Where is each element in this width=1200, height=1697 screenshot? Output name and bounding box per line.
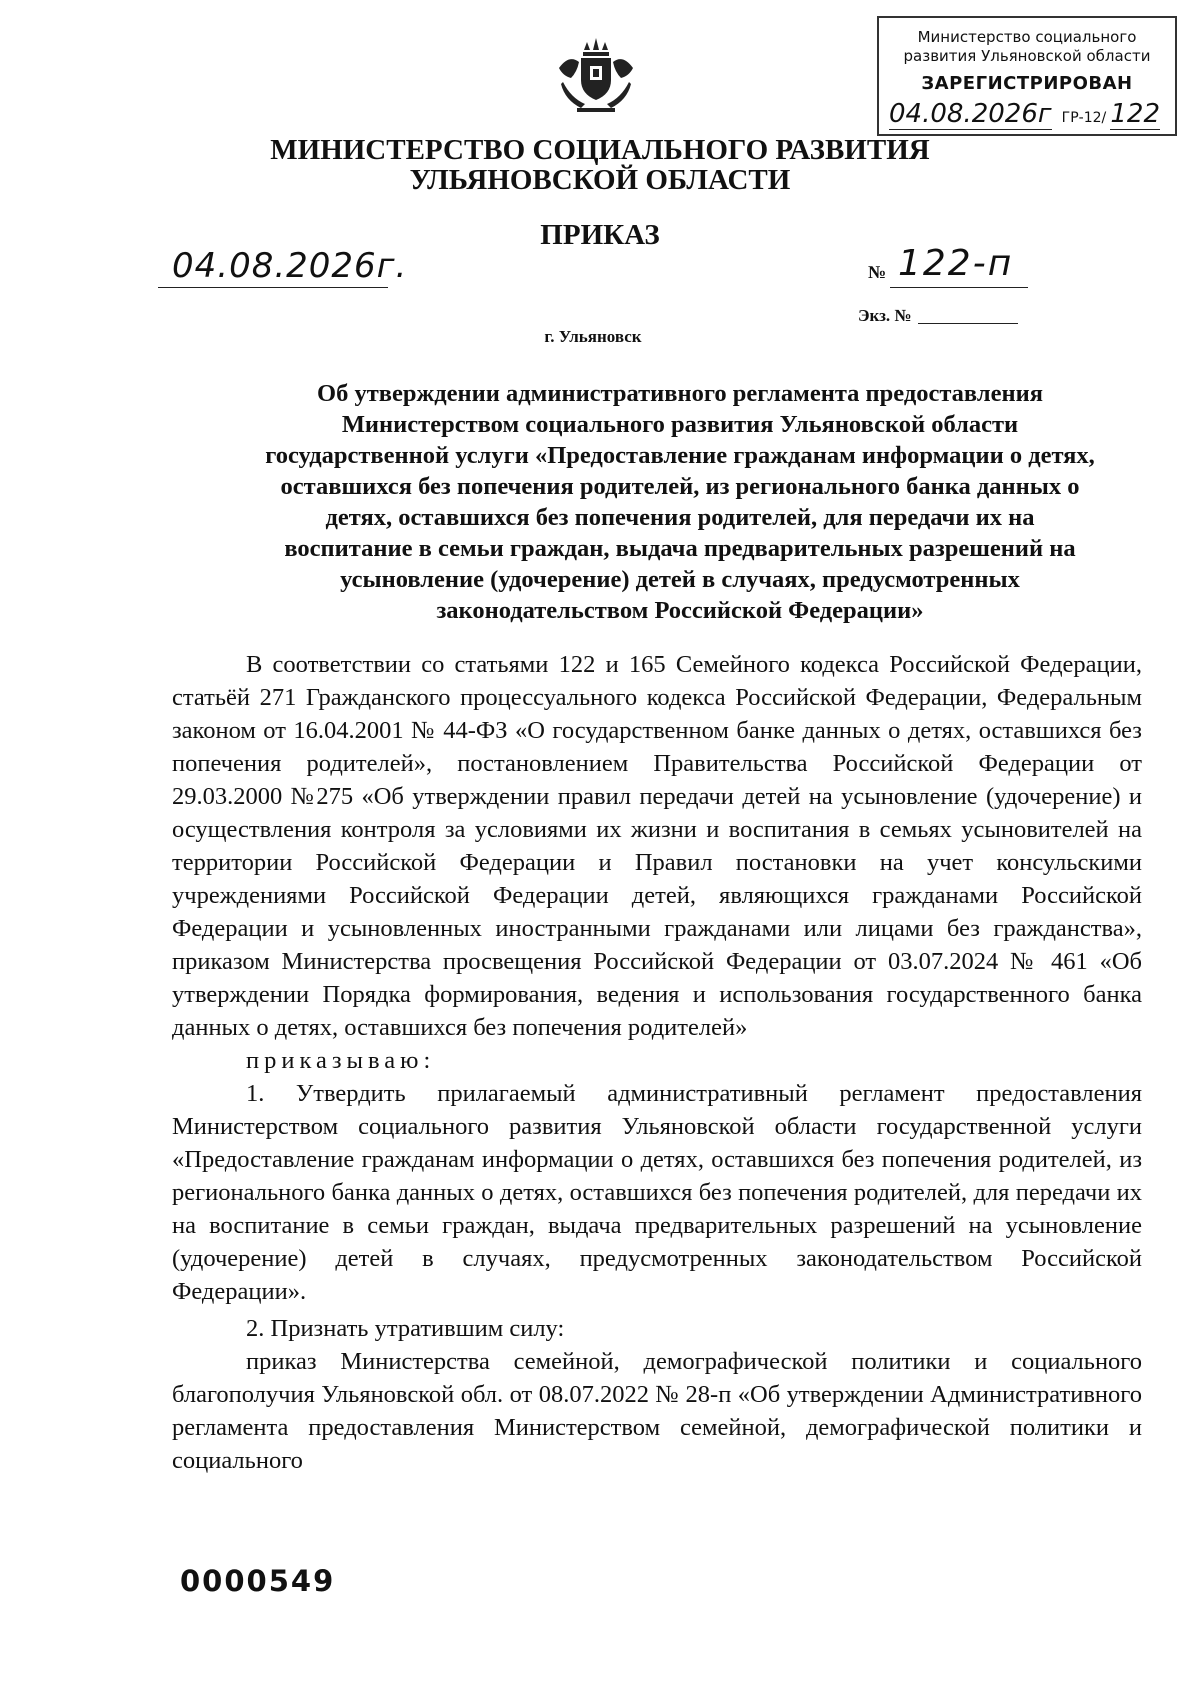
item-2-heading: 2. Признать утратившим силу: [246, 1315, 565, 1342]
title-line: государственной услуги «Предоставление гражданам информации о детях, [265, 442, 1095, 469]
title-line: Об утверждении административного регламента предоставления [317, 380, 1043, 407]
stamp-ministry-line1: Министерство социального [917, 28, 1137, 46]
title-line: воспитание в семьи граждан, выдача предварительных разрешений на [284, 535, 1076, 562]
title-line: усыновление (удочерение) детей в случаях, предусмотренных [340, 566, 1020, 593]
document-serial-number: 0000549 [180, 1564, 336, 1598]
stamp-reg-prefix: ГР-12/ [1061, 110, 1107, 126]
order-date: 04.08.2026г. [172, 246, 408, 286]
item-2-paragraph: приказ Министерства семейной, демографической политики и социального благополучия Ульяновской обл. от 08.07.2022 № 28-п «Об утверждении Административного регламента предоставления Министерством семейной, демографической политики и социального [172, 1348, 1142, 1474]
city-label: г. Ульяновск [544, 327, 642, 346]
stamp-registration-line [879, 99, 1175, 129]
ministry-title-line1: МИНИСТЕРСТВО СОЦИАЛЬНОГО РАЗВИТИЯ [270, 134, 930, 166]
order-body [172, 648, 1142, 1477]
item-1-paragraph: 1. Утвердить прилагаемый административный регламент предоставления Министерством социального развития Ульяновской области государственной услуги «Предоставление гражданам информации о детях, оставшихся без попечения родителей, из регионального банка данных о детях, оставшихся без попечения родителей, для передачи их на воспитание в семьи граждан, выдача предварительных разрешений на усыновление (удочерение) детей в случаях, предусмотренных законодательством Российской Федерации». [172, 1080, 1142, 1305]
coat-of-arms-emblem [553, 38, 639, 116]
title-line: законодательством Российской Федерации» [436, 597, 924, 624]
document-type-heading: ПРИКАЗ [540, 219, 660, 251]
order-directive-word: приказываю: [246, 1047, 436, 1074]
copy-number-label: Экз. № [858, 306, 912, 325]
stamp-ministry-line2: развития Ульяновской области [903, 47, 1151, 65]
stamp-date: 04.08.2026г [889, 99, 1052, 129]
ministry-title-line2: УЛЬЯНОВСКОЙ ОБЛАСТИ [409, 164, 791, 196]
title-line: детях, оставшихся без попечения родителей, для передачи их на [325, 504, 1035, 531]
stamp-status: ЗАРЕГИСТРИРОВАН [921, 73, 1133, 94]
registration-stamp [877, 16, 1177, 136]
date-underline [158, 287, 388, 288]
number-underline [890, 287, 1028, 288]
copy-number-line [918, 323, 1018, 324]
preamble-paragraph: В соответствии со статьями 122 и 165 Семейного кодекса Российской Федерации, статьёй 271 Гражданского процессуального кодекса Российской Федерации, Федеральным законом от 16.04.2001 № 44-ФЗ «О государственном банке данных о детях, оставшихся без попечения родителей», постановлением Правительства Российской Федерации от 29.03.2000 №275 «Об утверждении правил передачи детей на усыновление (удочерение) и осуществления контроля за условиями их жизни и воспитания в семьях усыновителей на территории Российской Федерации и Правил постановки на учет консульскими учреждениями Российской Федерации детей, являющихся гражданами Российской Федерации и усыновленных иностранными гражданами или лицами без гражданства», приказом Министерства просвещения Российской Федерации от 03.07.2024 № 461 «Об утверждении Порядка формирования, ведения и использования государственного банка данных о детях, оставшихся без попечения родителей» [172, 651, 1142, 1041]
title-line: оставшихся без попечения родителей, из регионального банка данных о [280, 473, 1080, 500]
title-line: Министерством социального развития Ульяновской области [341, 411, 1019, 438]
stamp-reg-number: 122 [1110, 99, 1161, 129]
order-title [160, 378, 1200, 626]
number-label: № [868, 262, 887, 282]
order-number: 122-п [898, 243, 1014, 284]
